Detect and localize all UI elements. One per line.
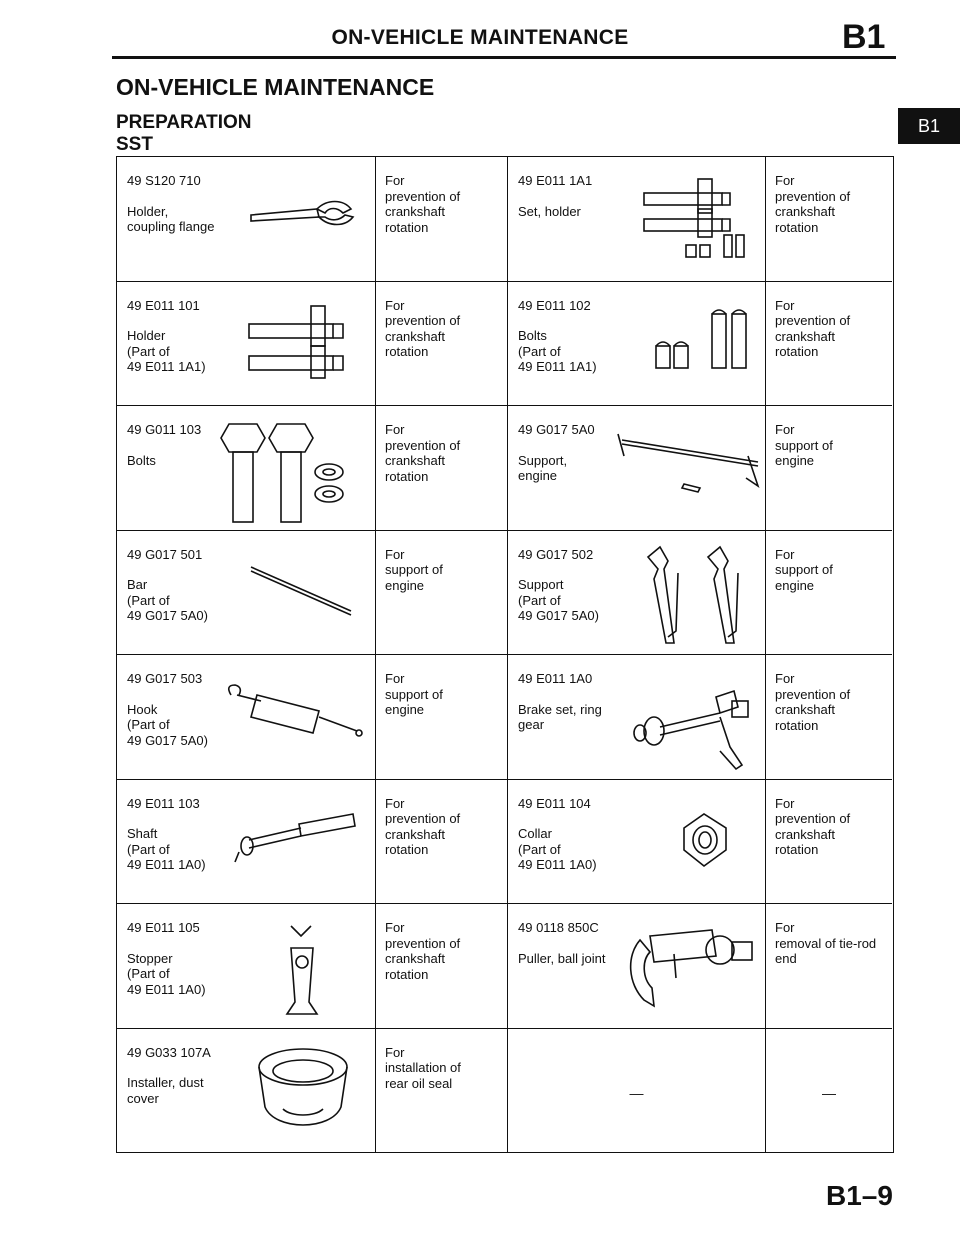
- ring-gear-brake-set-icon: [620, 677, 760, 773]
- tool-name: Support, engine: [518, 452, 568, 483]
- table-row: [117, 655, 892, 780]
- coupling-flange-holder-icon: [247, 195, 357, 235]
- tool-cell: [117, 531, 375, 655]
- purpose-text: For support of engine: [385, 546, 443, 593]
- purpose-text: For installation of rear oil seal: [385, 1044, 461, 1091]
- dust-cover-installer-icon: [255, 1041, 351, 1137]
- part-number: 49 G011 103: [127, 422, 202, 437]
- bolts-icon: [648, 306, 758, 376]
- tool-cell: [117, 655, 375, 779]
- tool-name: Puller, ball joint: [518, 950, 606, 966]
- purpose-cell: [765, 655, 892, 779]
- tool-cell: [117, 157, 375, 281]
- tool-name: Holder, coupling flange: [127, 203, 215, 234]
- subsection-sst: SST: [116, 134, 153, 155]
- tool-cell: [507, 904, 765, 1028]
- table-row: [117, 780, 892, 905]
- purpose-cell: [375, 157, 507, 281]
- purpose-text: For prevention of crankshaft rotation: [385, 920, 461, 982]
- collar-icon: [674, 810, 734, 870]
- purpose-cell: [375, 655, 507, 779]
- support-hooks-icon: [638, 539, 758, 651]
- purpose-text: For support of engine: [385, 671, 443, 717]
- purpose-cell: [765, 282, 892, 406]
- subsection-preparation: PREPARATION: [116, 112, 252, 133]
- bar-icon: [247, 561, 357, 621]
- part-number: 49 E011 104: [518, 795, 591, 811]
- tool-cell: [507, 780, 765, 904]
- shaft-icon: [229, 810, 359, 870]
- table-row: [117, 157, 892, 282]
- part-number: 49 G017 501: [127, 546, 203, 562]
- purpose-cell: [765, 1029, 892, 1153]
- tool-name: Support (Part of 49 G017 5A0): [518, 577, 599, 623]
- sst-table: [116, 156, 894, 1153]
- purpose-text: For prevention of crankshaft rotation: [775, 795, 851, 857]
- tool-name: Holder (Part of 49 E011 1A1): [127, 328, 206, 374]
- purpose-text: For prevention of crankshaft rotation: [775, 173, 851, 235]
- tool-cell: [117, 1029, 375, 1153]
- part-number: 49 G017 503: [127, 671, 203, 686]
- tool-cell: [117, 406, 375, 530]
- tool-cell: [507, 655, 765, 779]
- purpose-text: For prevention of crankshaft rotation: [775, 671, 851, 733]
- empty-mark: —: [822, 1084, 836, 1101]
- tool-name: Stopper (Part of 49 E011 1A0): [127, 950, 206, 997]
- purpose-cell: [375, 904, 507, 1028]
- purpose-text: For prevention of crankshaft rotation: [385, 297, 461, 359]
- table-row: [117, 282, 892, 407]
- holder-icon: [245, 302, 355, 382]
- section-tab[interactable]: B1: [898, 108, 960, 144]
- tool-name: Installer, dust cover: [127, 1075, 204, 1106]
- tool-cell: [117, 904, 375, 1028]
- bolts-icon: [217, 416, 357, 526]
- tool-cell: [507, 157, 765, 281]
- page-header-code: B1: [842, 18, 886, 56]
- part-number: 49 0118 850C: [518, 920, 599, 935]
- tool-cell: [507, 531, 765, 655]
- table-row: [117, 531, 892, 656]
- tool-cell: [507, 406, 765, 530]
- part-number: 49 S120 710: [127, 173, 201, 188]
- ball-joint-puller-icon: [620, 916, 766, 1016]
- table-row: [117, 904, 892, 1029]
- hook-icon: [217, 681, 367, 751]
- purpose-cell: [375, 780, 507, 904]
- tool-name: Bolts: [127, 452, 156, 468]
- tool-name: Collar (Part of 49 E011 1A0): [518, 826, 597, 872]
- purpose-text: For prevention of crankshaft rotation: [385, 422, 461, 484]
- tool-name: Brake set, ring gear: [518, 701, 602, 732]
- header-rule: [112, 56, 896, 59]
- part-number: 49 E011 1A1: [518, 173, 593, 188]
- part-number: 49 E011 1A0: [518, 671, 593, 686]
- purpose-text: For support of engine: [775, 546, 833, 593]
- table-row: [117, 406, 892, 531]
- page-number: B1–9: [826, 1180, 893, 1211]
- tool-cell: [117, 780, 375, 904]
- purpose-text: For prevention of crankshaft rotation: [775, 297, 851, 359]
- purpose-cell: [765, 531, 892, 655]
- holder-set-icon: [638, 173, 758, 263]
- part-number: 49 E011 102: [518, 297, 591, 313]
- part-number: 49 E011 101: [127, 297, 200, 313]
- tool-cell: [507, 1029, 765, 1153]
- purpose-cell: [765, 157, 892, 281]
- part-number: 49 G017 502: [518, 546, 594, 562]
- tool-cell: [117, 282, 375, 406]
- purpose-cell: [765, 406, 892, 530]
- purpose-cell: [375, 1029, 507, 1153]
- page-header-title: ON-VEHICLE MAINTENANCE: [331, 26, 629, 49]
- purpose-cell: [765, 780, 892, 904]
- tool-name: Hook (Part of 49 G017 5A0): [127, 701, 208, 748]
- engine-support-icon: [608, 426, 764, 516]
- part-number: 49 G033 107A: [127, 1044, 211, 1060]
- part-number: 49 G017 5A0: [518, 422, 595, 437]
- purpose-cell: [375, 531, 507, 655]
- tool-name: Bar (Part of 49 G017 5A0): [127, 577, 208, 623]
- tool-name: Bolts (Part of 49 E011 1A1): [518, 328, 597, 374]
- stopper-icon: [277, 922, 327, 1022]
- table-row: [117, 1029, 892, 1153]
- purpose-cell: [375, 282, 507, 406]
- part-number: 49 E011 103: [127, 795, 200, 811]
- purpose-text: For prevention of crankshaft rotation: [385, 795, 461, 857]
- tool-name: Shaft (Part of 49 E011 1A0): [127, 826, 206, 872]
- section-title: ON-VEHICLE MAINTENANCE: [116, 74, 435, 100]
- purpose-text: For prevention of crankshaft rotation: [385, 173, 461, 235]
- tool-cell: [507, 282, 765, 406]
- purpose-text: For removal of tie-rod end: [775, 920, 877, 966]
- empty-mark: —: [629, 1084, 644, 1101]
- purpose-text: For support of engine: [775, 422, 833, 468]
- purpose-cell: [765, 904, 892, 1028]
- part-number: 49 E011 105: [127, 920, 200, 935]
- tool-name: Set, holder: [518, 203, 581, 219]
- purpose-cell: [375, 406, 507, 530]
